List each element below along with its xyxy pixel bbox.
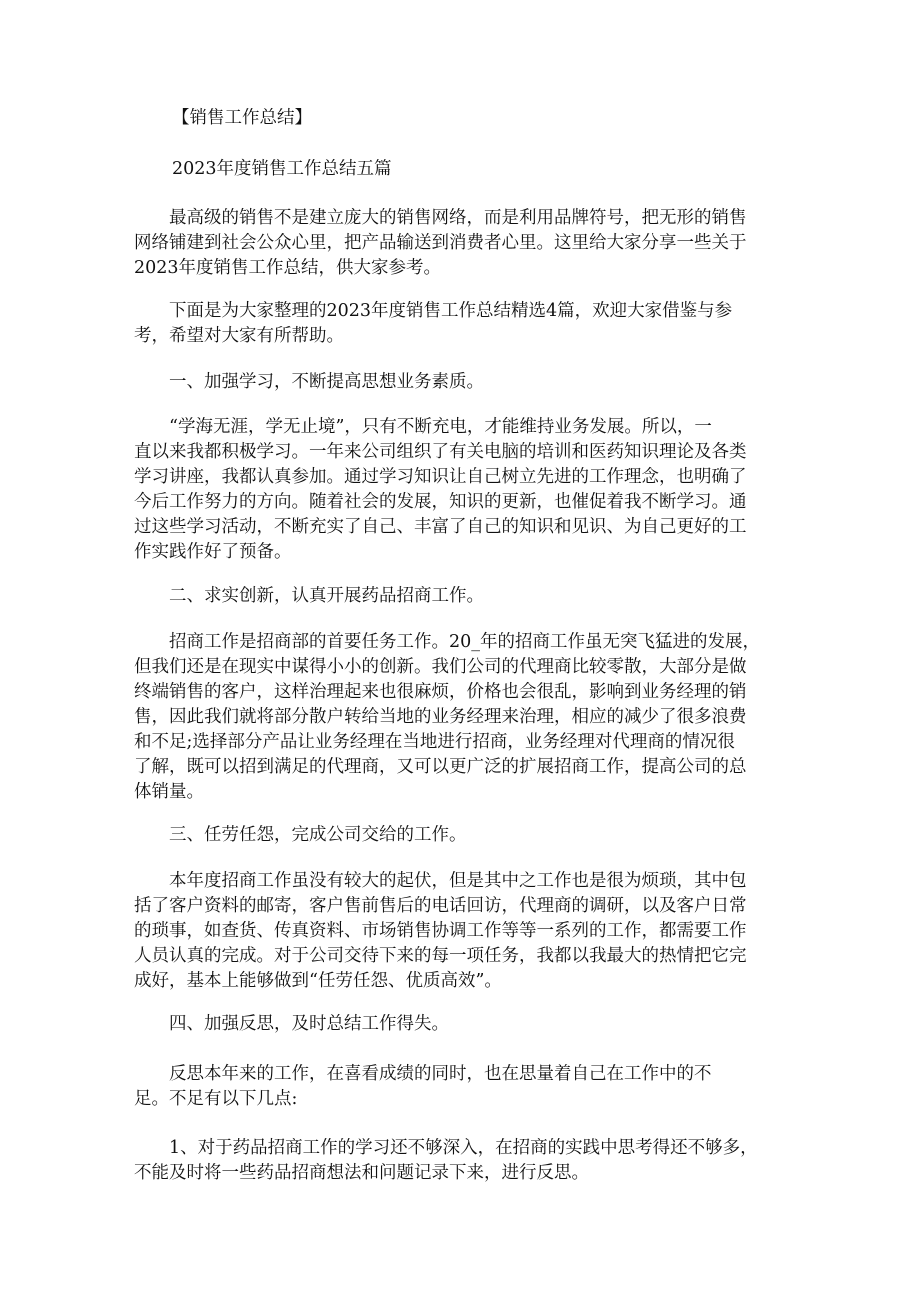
body-line: 括了客户资料的邮寄，客户售前售后的电话回访，代理商的调研，以及客户日常 <box>134 896 747 916</box>
section1-heading <box>134 370 802 395</box>
body-line: 售，因此我们就将部分散户转给当地的业务经理来治理，相应的减少了很多浪费 <box>134 707 747 727</box>
lead-paragraph <box>134 299 802 349</box>
body-line: 的琐事，如查货、传真资料、市场销售协调工作等等一系列的工作，都需要工作 <box>134 921 747 941</box>
point-1 <box>134 1136 802 1186</box>
body-line: 1、对于药品招商工作的学习还不够深入，在招商的实践中思考得还不够多， <box>169 1138 758 1158</box>
body-line: 学习讲座，我都认真参加。通过学习知识让自己树立先进的工作理念，也明确了 <box>134 467 747 487</box>
intro-line: 最高级的销售不是建立庞大的销售网络，而是利用品牌符号，把无形的销售 <box>169 208 747 228</box>
section-heading-text: 一、加强学习，不断提高思想业务素质。 <box>169 372 484 392</box>
section-heading-text: 二、求实创新，认真开展药品招商工作。 <box>169 586 484 606</box>
body-line: 和不足;选择部分产品让业务经理在当地进行招商，业务经理对代理商的情况很 <box>134 732 735 752</box>
intro-paragraph <box>134 206 802 281</box>
section4-heading <box>134 1012 802 1037</box>
document-title <box>134 157 802 182</box>
body-line: 今后工作努力的方向。随着社会的发展，知识的更新，也催促着我不断学习。通 <box>134 492 747 512</box>
section4-body <box>134 1062 802 1112</box>
section3-body <box>134 869 802 994</box>
section3-heading <box>134 823 802 848</box>
title-text: 2023年度销售工作总结五篇 <box>172 159 392 179</box>
lead-line: 考，希望对大家有所帮助。 <box>134 326 344 346</box>
body-line: 反思本年来的工作，在喜看成绩的同时，也在思量着自己在工作中的不 <box>169 1064 712 1084</box>
body-line: 招商工作是招商部的首要任务工作。20_年的招商工作虽无突飞猛进的发展， <box>169 632 761 652</box>
body-line: 了解，既可以招到满足的代理商，又可以更广泛的扩展招商工作，提高公司的总 <box>134 757 747 777</box>
body-line: 本年度招商工作虽没有较大的起伏，但是其中之工作也是很为烦琐，其中包 <box>169 871 747 891</box>
header-tag-text: 【销售工作总结】 <box>172 108 312 128</box>
body-line: 体销量。 <box>134 782 204 802</box>
body-line: 直以来我都积极学习。一年来公司组织了有关电脑的培训和医药知识理论及各类 <box>134 442 747 462</box>
section-heading-text: 三、任劳任怨，完成公司交给的工作。 <box>169 825 467 845</box>
intro-line: 2023年度销售工作总结，供大家参考。 <box>134 258 442 278</box>
section2-body <box>134 630 802 805</box>
body-line: 终端销售的客户，这样治理起来也很麻烦，价格也会很乱，影响到业务经理的销 <box>134 682 747 702</box>
body-line: 足。不足有以下几点: <box>134 1089 298 1109</box>
body-line: 成好，基本上能够做到“任劳任怨、优质高效”。 <box>134 971 502 991</box>
body-line: 但我们还是在现实中谋得小小的创新。我们公司的代理商比较零散，大部分是做 <box>134 657 747 677</box>
section-heading-text: 四、加强反思，及时总结工作得失。 <box>169 1014 449 1034</box>
section1-body <box>134 415 802 565</box>
section2-heading <box>134 584 802 609</box>
body-line: 不能及时将一些药品招商想法和问题记录下来，进行反思。 <box>134 1163 589 1183</box>
body-line: 作实践作好了预备。 <box>134 542 292 562</box>
header-tag <box>134 106 802 131</box>
body-line: “学海无涯，学无止境”，只有不断充电，才能维持业务发展。所以，一 <box>169 417 712 437</box>
intro-line: 网络铺建到社会公众心里，把产品输送到消费者心里。这里给大家分享一些关于 <box>134 233 747 253</box>
lead-line: 下面是为大家整理的2023年度销售工作总结精选4篇，欢迎大家借鉴与参 <box>169 301 733 321</box>
body-line: 过这些学习活动，不断充实了自己、丰富了自己的知识和见识、为自己更好的工 <box>134 517 747 537</box>
body-line: 人员认真的完成。对于公司交待下来的每一项任务，我都以我最大的热情把它完 <box>134 946 747 966</box>
